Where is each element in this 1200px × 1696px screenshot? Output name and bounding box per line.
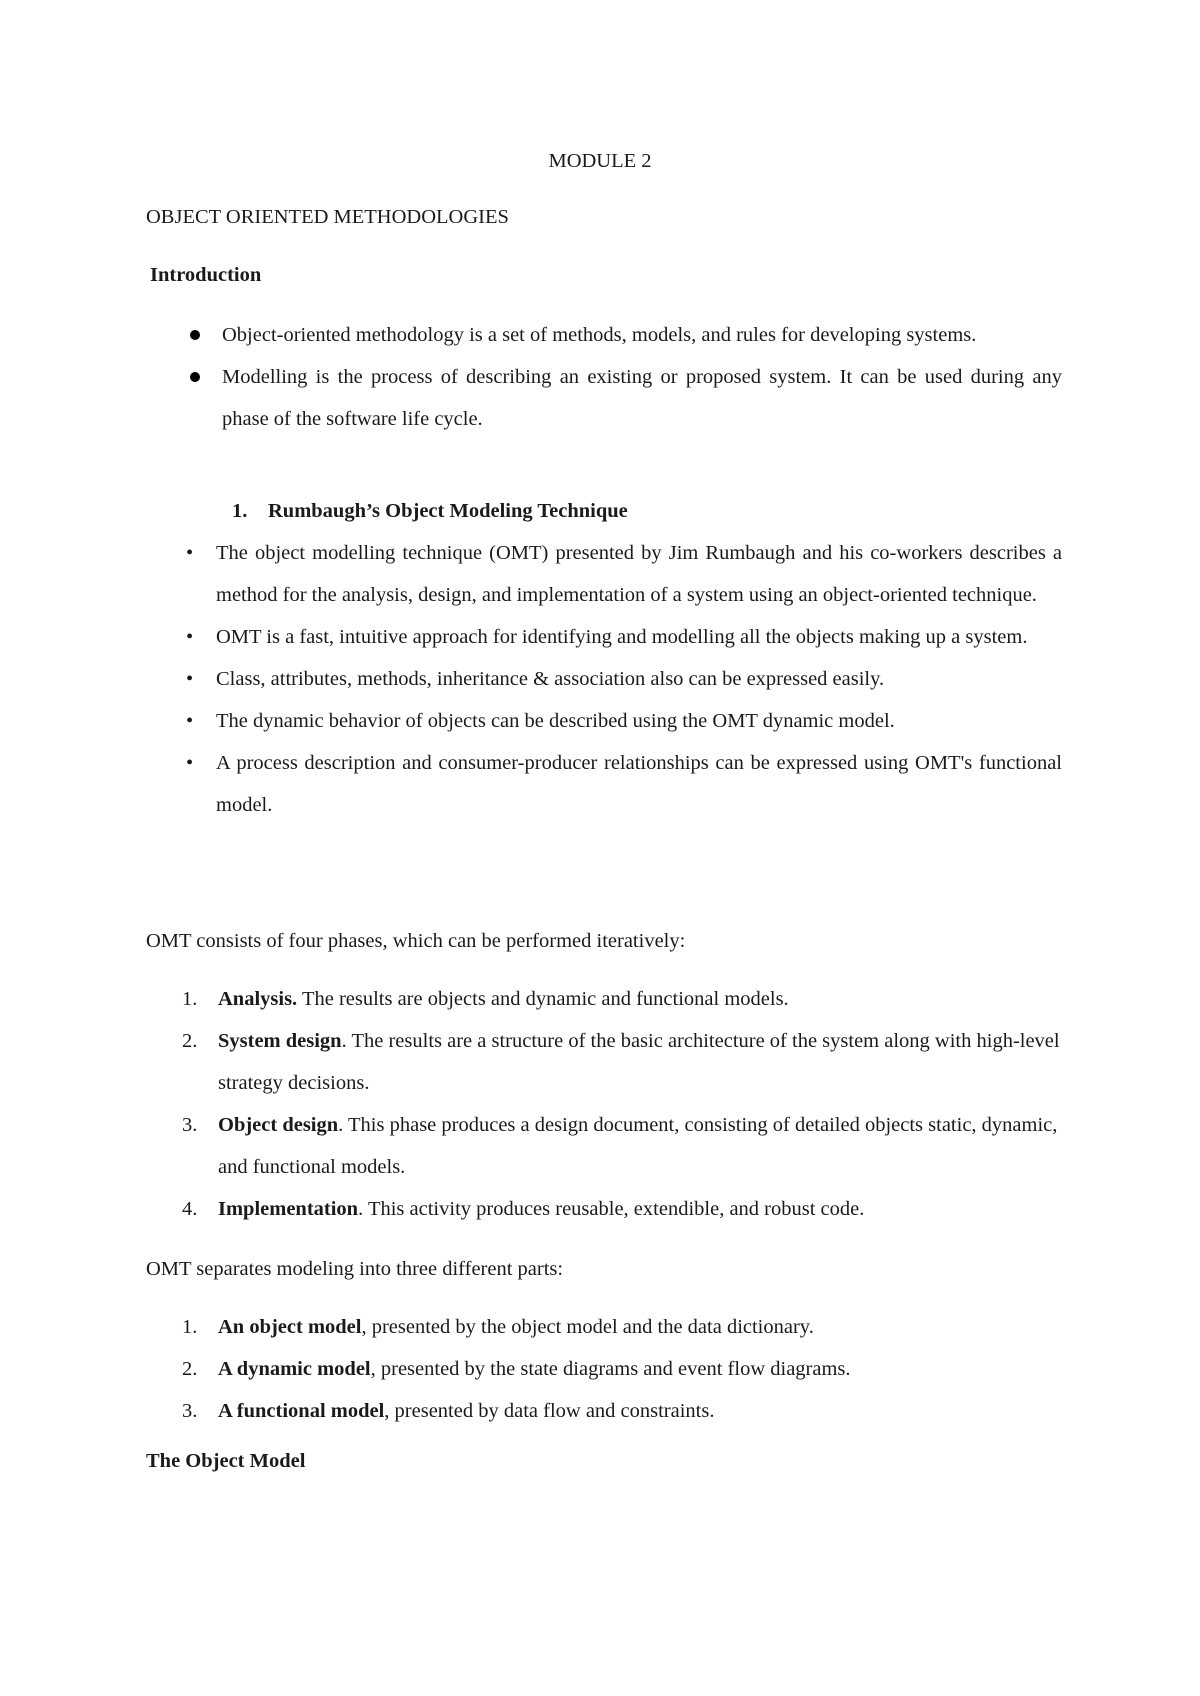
page-title: MODULE 2 bbox=[548, 150, 652, 172]
item-number: 3. bbox=[182, 1400, 198, 1422]
item-number: 4. bbox=[182, 1198, 198, 1220]
item-term: A dynamic model bbox=[218, 1358, 371, 1380]
intro-heading: Introduction bbox=[150, 264, 262, 286]
omt-bullet-list bbox=[216, 532, 1062, 826]
list-item: Modelling is the process of describing an existing or proposed system. It can be used during any phase of the software life cycle. bbox=[222, 356, 1062, 440]
list-item bbox=[182, 978, 1064, 1020]
list-item: • A process description and consumer-producer relationships can be expressed using OMT's functional model. bbox=[216, 742, 1062, 826]
list-item: • OMT is a fast, intuitive approach for identifying and modelling all the objects making up a system. bbox=[216, 616, 1062, 658]
parts-intro: OMT separates modeling into three different parts: bbox=[146, 1258, 564, 1280]
phases-intro: OMT consists of four phases, which can be performed iteratively: bbox=[146, 930, 686, 952]
item-number: 1. bbox=[182, 1316, 198, 1338]
item-term: Analysis. bbox=[218, 988, 298, 1010]
object-model-heading: The Object Model bbox=[146, 1450, 306, 1472]
item-text: . The results are a structure of the basic architecture of the system along with high-level strategy decisions. bbox=[218, 1030, 1060, 1094]
list-item bbox=[182, 1188, 1064, 1230]
intro-bullet-list bbox=[222, 314, 1062, 440]
list-item bbox=[182, 1020, 1064, 1104]
list-item bbox=[182, 1390, 1064, 1432]
parts-list bbox=[182, 1306, 1064, 1432]
item-term: A functional model bbox=[218, 1400, 385, 1422]
section-number: 1. bbox=[232, 500, 248, 522]
item-text: , presented by the state diagrams and event flow diagrams. bbox=[370, 1358, 851, 1380]
item-number: 2. bbox=[182, 1030, 198, 1052]
list-item bbox=[182, 1104, 1064, 1188]
section-title: Rumbaugh’s Object Modeling Technique bbox=[268, 500, 628, 522]
list-item: • The object modelling technique (OMT) presented by Jim Rumbaugh and his co-workers describes a method for the analysis, design, and implementation of a system using an object-oriented technique. bbox=[216, 532, 1062, 616]
item-term: System design bbox=[218, 1030, 342, 1052]
section-heading bbox=[232, 490, 628, 532]
item-text: . This activity produces reusable, extendible, and robust code. bbox=[358, 1198, 865, 1220]
item-term: An object model bbox=[218, 1316, 362, 1338]
item-number: 3. bbox=[182, 1114, 198, 1136]
item-text: . This phase produces a design document, consisting of detailed objects static, dynamic, and functional models. bbox=[218, 1114, 1058, 1178]
item-number: 2. bbox=[182, 1358, 198, 1380]
chapter-heading: OBJECT ORIENTED METHODOLOGIES bbox=[146, 206, 509, 228]
item-text: The results are objects and dynamic and functional models. bbox=[297, 988, 789, 1010]
list-item bbox=[182, 1306, 1064, 1348]
item-term: Implementation bbox=[218, 1198, 359, 1220]
item-number: 1. bbox=[182, 988, 198, 1010]
item-term: Object design bbox=[218, 1114, 339, 1136]
item-text: , presented by data flow and constraints. bbox=[384, 1400, 715, 1422]
list-item bbox=[182, 1348, 1064, 1390]
list-item: • The dynamic behavior of objects can be described using the OMT dynamic model. bbox=[216, 700, 1062, 742]
list-item: • Class, attributes, methods, inheritance & association also can be expressed easily. bbox=[216, 658, 1062, 700]
phases-list bbox=[182, 978, 1064, 1230]
item-text: , presented by the object model and the data dictionary. bbox=[361, 1316, 814, 1338]
list-item: Object-oriented methodology is a set of methods, models, and rules for developing systems. bbox=[222, 314, 1062, 356]
